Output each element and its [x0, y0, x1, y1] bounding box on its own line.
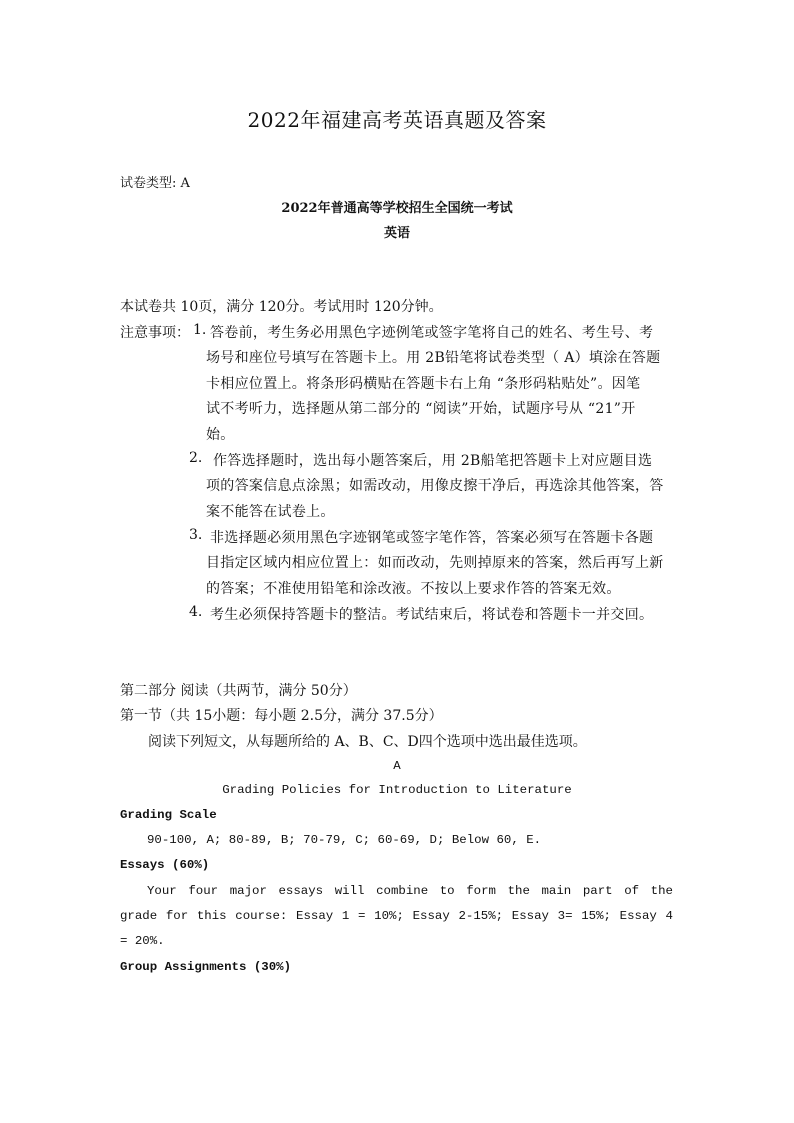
note-line: 考生必须保持答题卡的整洁。考试结束后，将试卷和答题卡一并交回。 — [210, 607, 654, 623]
note-line: 试不考听力，选择题从第二部分的 “阅读”开始，试题序号从 “21”开 — [206, 401, 636, 417]
note-line: 始。 — [206, 427, 235, 443]
paper-type: 试卷类型: A — [120, 176, 190, 191]
notes-label: 注意事项： — [120, 325, 190, 341]
note-line: 答卷前，考生务必用黑色字迹例笔或签字笔将自己的姓名、考生号、考 — [210, 325, 654, 341]
grading-scale-heading: Grading Scale — [120, 808, 217, 822]
note-line: 非选择题必须用黑色字迹钢笔或签字笔作答，答案必须写在答题卡各题 — [210, 530, 654, 546]
essays-text-line: grade for this course: Essay 1 = 10%; Essay 2-15%; Essay 3= 15%; Essay 4 — [120, 909, 673, 923]
note-line: 场号和座位号填写在答题卡上。用 2B铅笔将试卷类型（ A）填涂在答题 — [206, 350, 661, 366]
essays-text-line: = 20%. — [120, 934, 165, 948]
note-line: 目指定区域内相应位置上：如而改动，先则掉原来的答案，然后再写上新 — [206, 555, 664, 571]
part-title: 第二部分 阅读（共两节，满分 50分） — [120, 683, 357, 699]
passage-letter: A — [393, 759, 401, 773]
group-assignments-heading: Group Assignments (30%) — [120, 960, 292, 974]
essays-text-line: Your four major essays will combine to form the main part of the — [147, 884, 673, 898]
note-number: 4. — [189, 604, 203, 620]
essays-heading: Essays (60%) — [120, 858, 210, 872]
passage-title: Grading Policies for Introduction to Literature — [222, 783, 572, 797]
note-line: 案不能答在试卷上。 — [206, 504, 335, 520]
subject-title: 英语 — [383, 226, 410, 241]
grading-scale-text: 90-100, A; 80-89, B; 70-79, C; 60-69, D; Below 60, E. — [147, 833, 542, 847]
exam-intro: 本试卷共 10页，满分 120分。考试用时 120分钟。 — [120, 299, 443, 315]
note-line: 项的答案信息点涂黑；如需改动，用像皮擦干净后，再选涂其他答案，答 — [206, 478, 664, 494]
document-title: 2022年福建高考英语真题及答案 — [247, 108, 547, 132]
note-line: 作答选择题时，选出每小题答案后，用 2B船笔把答题卡上对应题目选 — [213, 453, 653, 469]
note-line: 的答案；不准使用铅笔和涂改液。不按以上要求作答的答案无效。 — [206, 581, 621, 597]
reading-instruction: 阅读下列短文，从每题所给的 A、B、C、D四个选项中选出最佳选项。 — [148, 734, 587, 750]
section-title: 第一节（共 15小题：每小题 2.5分，满分 37.5分） — [120, 708, 443, 724]
note-number: 1. — [193, 322, 207, 338]
note-line: 卡相应位置上。将条形码横贴在答题卡右上角 “条形码粘贴处”。因笔 — [206, 376, 641, 392]
note-number: 2. — [189, 450, 203, 466]
note-number: 3. — [189, 527, 203, 543]
exam-title: 2022年普通高等学校招生全国统一考试 — [281, 201, 513, 216]
